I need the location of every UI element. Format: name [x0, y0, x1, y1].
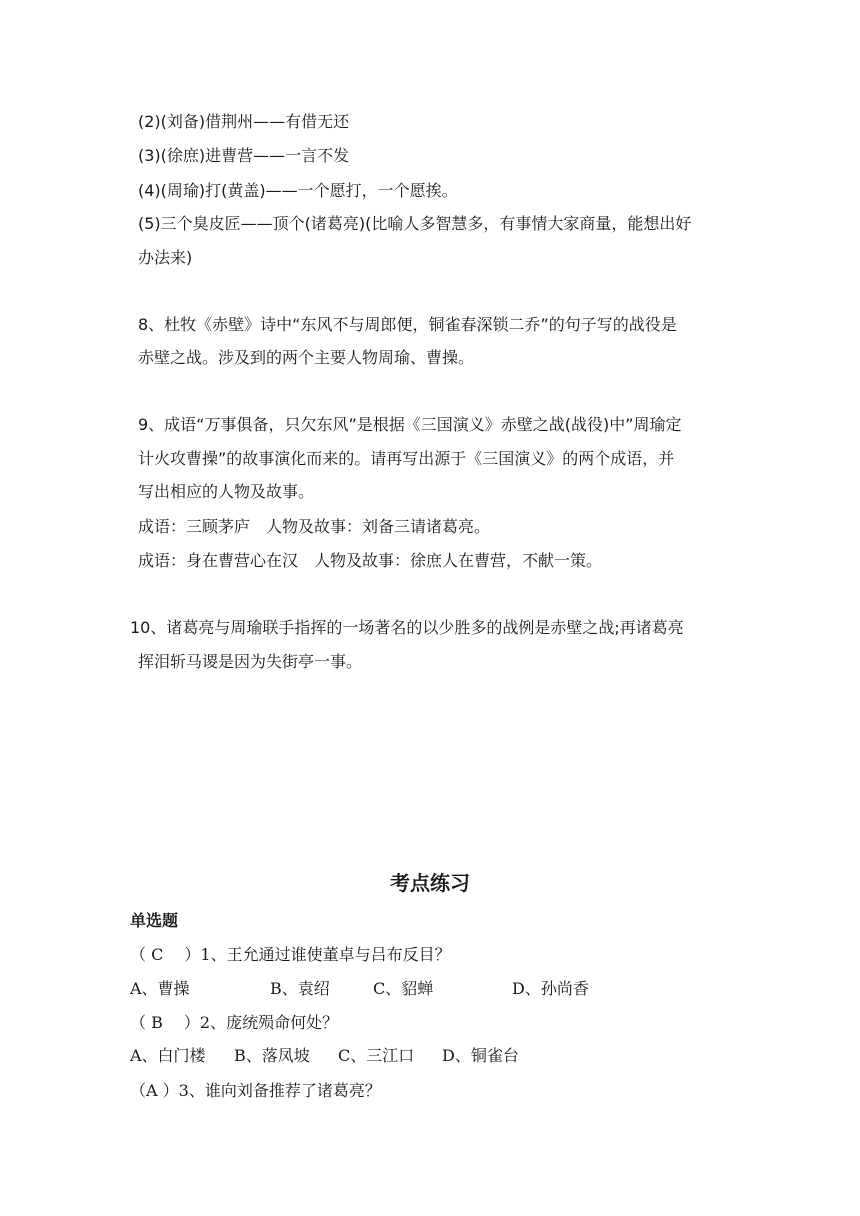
practice-question-1-option-a: A、曹操: [130, 979, 190, 998]
practice-question-2-option-c: C、三江口: [338, 1046, 415, 1065]
practice-question-1-option-b: B、袁绍: [270, 979, 330, 998]
practice-question-1-option-d: D、孙尚香: [512, 979, 589, 998]
practice-question-2-stem: （ B ）2、庞统殒命何处？: [130, 1013, 339, 1032]
practice-title: 考点练习: [390, 871, 470, 895]
practice-question-2-option-b: B、落凤坡: [234, 1046, 310, 1065]
question-10-line-1: 10、诸葛亮与周瑜联手指挥的一场著名的以少胜多的战例是赤壁之战;再诸葛亮: [130, 618, 684, 637]
practice-question-1-stem: （ C ）1、王允通过谁使董卓与吕布反目？: [130, 945, 451, 964]
practice-question-1-option-c: C、貂蝉: [373, 979, 434, 998]
question-8-line-2: 赤壁之战。涉及到的两个主要人物周瑜、曹操。: [138, 348, 475, 367]
section-heading-single-choice: 单选题: [130, 911, 179, 930]
note-item-4: (4)(周瑜)打(黄盖)——一个愿打，一个愿挨。: [138, 181, 458, 200]
question-9-answer-2: 成语：身在曹营心在汉 人物及故事：徐庶人在曹营，不献一策。: [138, 551, 603, 570]
practice-question-3-stem: （A ）3、谁向刘备推荐了诸葛亮？: [130, 1081, 381, 1100]
question-8-line-1: 8、杜牧《赤壁》诗中“东风不与周郎便，铜雀春深锁二乔”的句子写的战役是: [138, 315, 677, 334]
question-9-line-1: 9、成语“万事俱备，只欠东风”是根据《三国演义》赤壁之战(战役)中”周瑜定: [138, 415, 682, 434]
question-9-line-3: 写出相应的人物及故事。: [138, 482, 315, 501]
note-item-2: (2)(刘备)借荆州——有借无还: [138, 112, 350, 131]
question-9-line-2: 计火攻曹操”的故事演化而来的。请再写出源于《三国演义》的两个成语，并: [138, 449, 675, 468]
question-10-line-2: 挥泪斩马谡是因为失街亭一事。: [138, 652, 363, 671]
note-item-5-line-2: 办法来): [138, 248, 193, 267]
practice-question-2-option-a: A、白门楼: [130, 1046, 206, 1065]
note-item-3: (3)(徐庶)进曹营——一言不发: [138, 146, 350, 165]
note-item-5-line-1: (5)三个臭皮匠——顶个(诸葛亮)(比喻人多智慧多，有事情大家商量，能想出好: [138, 214, 692, 233]
question-9-answer-1: 成语：三顾茅庐 人物及故事：刘备三请诸葛亮。: [138, 517, 491, 536]
practice-question-2-option-d: D、铜雀台: [442, 1046, 519, 1065]
